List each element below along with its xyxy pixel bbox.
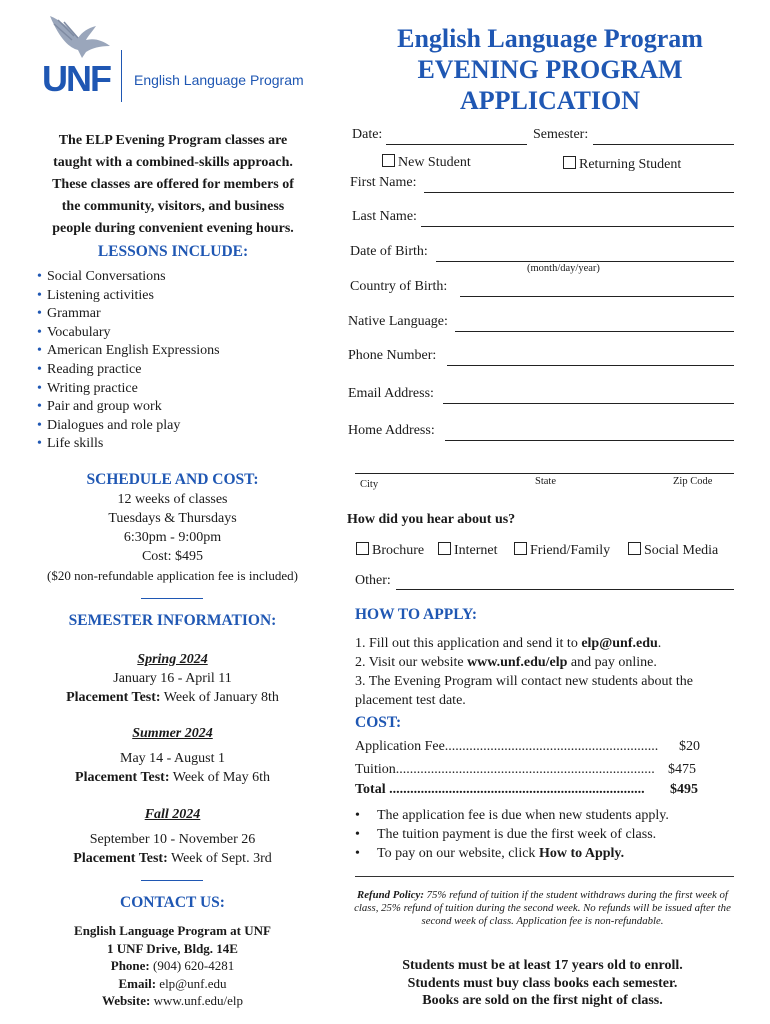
returning-student-option: Returning Student (563, 156, 681, 173)
brochure-checkbox[interactable] (356, 542, 369, 555)
intro-paragraph: The ELP Evening Program classes are taught with a combined-skills approach. These classes are offered for members of the community, visitors, and business people during convenient evening hours. (52, 133, 294, 236)
friend-family-option: Friend/Family (514, 542, 610, 559)
list-item: • The application fee is due when new students apply. (355, 806, 669, 825)
divider (355, 876, 734, 877)
list-item: • American English Expressions (38, 342, 220, 361)
other-label: Other: (355, 573, 391, 588)
list-item: • Dialogues and role play (38, 417, 220, 436)
osprey-logo-icon (48, 14, 112, 60)
hear-about-label: How did you hear about us? (347, 512, 516, 527)
cost-notes (355, 806, 669, 863)
date-label: Date: (352, 127, 383, 142)
divider (141, 880, 203, 881)
social-media-checkbox[interactable] (628, 542, 641, 555)
last-name-label: Last Name: (352, 209, 417, 224)
list-item: • Pair and group work (38, 398, 220, 417)
contact-heading: CONTACT US: (120, 894, 225, 911)
apply-email-link[interactable]: elp@unf.edu (581, 636, 658, 651)
list-item: • Social Conversations (38, 268, 220, 287)
dob-label: Date of Birth: (350, 244, 428, 259)
list-item: • To pay on our website, click How to Apply. (355, 844, 669, 863)
lessons-list (38, 268, 220, 454)
zip-label: Zip Code (673, 476, 713, 487)
schedule-heading: SCHEDULE AND COST: (86, 471, 259, 488)
other-field[interactable] (396, 589, 734, 590)
new-student-checkbox[interactable] (382, 154, 395, 167)
email-field[interactable] (443, 403, 734, 404)
semester-field[interactable] (593, 144, 734, 145)
semester-fall: Fall 2024 September 10 - November 26 Placement Test: Week of Sept. 3rd (73, 807, 272, 866)
cost-heading: COST: (355, 714, 402, 731)
list-item: • Writing practice (38, 380, 220, 399)
language-label: Native Language: (348, 314, 448, 329)
total-row: Total ......................................................................... $495 (355, 782, 698, 797)
city-label: City (360, 479, 379, 490)
dob-field[interactable] (436, 261, 734, 262)
schedule-details: 12 weeks of classes Tuesdays & Thursdays 6:30pm - 9:00pm Cost: $495 ($20 non-refundable application fee is included) (47, 492, 298, 583)
semester-summer: Summer 2024 May 14 - August 1 Placement Test: Week of May 6th (75, 726, 270, 785)
tuition-row: Tuition.......................................................................... $475 (355, 762, 696, 777)
returning-student-checkbox[interactable] (563, 156, 576, 169)
home-address-field[interactable] (445, 440, 734, 441)
list-item: • Listening activities (38, 287, 220, 306)
brochure-option: Brochure (356, 542, 424, 559)
apply-website-link[interactable]: www.unf.edu/elp (467, 655, 568, 670)
internet-option: Internet (438, 542, 498, 559)
list-item: • Life skills (38, 435, 220, 454)
lessons-heading: LESSONS INCLUDE: (97, 243, 249, 260)
state-label: State (535, 476, 556, 487)
list-item: • Vocabulary (38, 324, 220, 343)
new-student-option: New Student (382, 154, 471, 171)
list-item: • The tuition payment is due the first week of class. (355, 825, 669, 844)
program-logo-text: English Language Program (134, 72, 304, 88)
semester-heading: SEMESTER INFORMATION: (68, 612, 277, 629)
refund-policy: Refund Policy: 75% refund of tuition if the student withdraws during the first week of class, 25% refund of tuition during the second week. No refunds will be issued after the second week of class. Application fee is non-refundable. (354, 889, 731, 927)
date-field[interactable] (386, 144, 527, 145)
internet-checkbox[interactable] (438, 542, 451, 555)
enrollment-notes: Students must be at least 17 years old to enroll. Students must buy class books each semester. Books are sold on the first night of class. (402, 958, 683, 1008)
how-to-apply-link[interactable]: How to Apply. (538, 846, 625, 861)
language-field[interactable] (455, 331, 734, 332)
divider (141, 598, 203, 599)
social-media-option: Social Media (628, 542, 718, 559)
last-name-field[interactable] (421, 226, 734, 227)
phone-label: Phone Number: (348, 348, 437, 363)
semester-spring: Spring 2024 January 16 - April 11 Placement Test: Week of January 8th (66, 652, 279, 705)
page-title: English Language Program EVENING PROGRAM APPLICATION (397, 24, 703, 115)
country-label: Country of Birth: (350, 279, 448, 294)
email-label: Email Address: (348, 386, 434, 401)
contact-details: English Language Program at UNF 1 UNF Drive, Bldg. 14E Phone: (904) 620-4281 Email: elp@unf.edu Website: www.unf.edu/elp (74, 923, 271, 1008)
application-fee-row: Application Fee............................................................. $20 (355, 739, 700, 754)
dob-hint: (month/day/year) (527, 263, 600, 274)
first-name-field[interactable] (424, 192, 734, 193)
city-state-zip-field[interactable] (355, 473, 734, 474)
how-to-apply-heading: HOW TO APPLY: (355, 606, 478, 623)
first-name-label: First Name: (350, 175, 417, 190)
country-field[interactable] (460, 296, 734, 297)
unf-logo-text: UNF (42, 58, 110, 99)
list-item: • Reading practice (38, 361, 220, 380)
friend-family-checkbox[interactable] (514, 542, 527, 555)
logo-divider (121, 50, 122, 102)
home-address-label: Home Address: (348, 423, 435, 438)
semester-label: Semester: (533, 127, 589, 142)
how-to-apply-steps: 1. Fill out this application and send it to elp@unf.edu. 2. Visit our website www.unf.edu/elp and pay online. 3. The Evening Program will contact new students about the placement test date. (355, 636, 694, 708)
list-item: • Grammar (38, 305, 220, 324)
phone-field[interactable] (447, 365, 734, 366)
